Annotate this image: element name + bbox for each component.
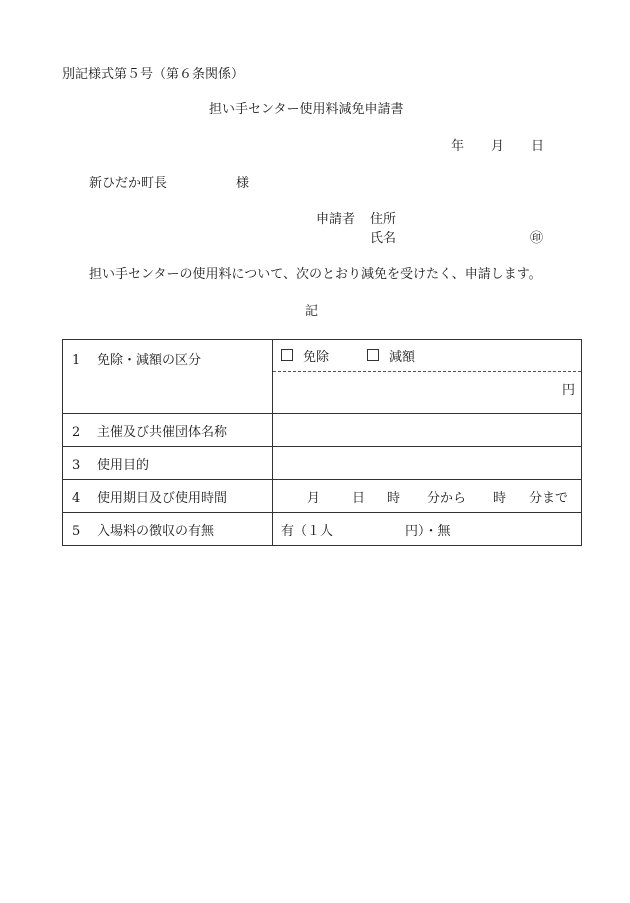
- organizer-name-field[interactable]: [273, 414, 582, 447]
- application-table: [62, 339, 582, 546]
- addressee-honorific: 様: [236, 176, 250, 191]
- row-label: 使用目的: [97, 457, 150, 473]
- table-row-exemption-type: [63, 340, 582, 414]
- row-number: 2: [72, 424, 81, 440]
- datetime-minute-to-label: 分まで: [529, 490, 569, 506]
- row-label: 免除・減額の区分: [97, 353, 202, 368]
- exemption-option-label: 免除: [303, 350, 330, 365]
- row-number: 4: [72, 490, 81, 506]
- applicant-label: 申請者: [316, 212, 356, 227]
- table-row-datetime: [63, 480, 582, 513]
- datetime-hour-label: 時: [387, 490, 401, 506]
- row-label-cell: [63, 513, 273, 546]
- reduction-option-label: 減額: [389, 350, 416, 365]
- form-reference: 別記様式第５号（第６条関係）: [62, 67, 245, 82]
- yen-unit: 円: [561, 382, 575, 398]
- addressee-name: 新ひだか町長: [89, 176, 168, 191]
- seal-mark: ㊞: [530, 231, 544, 246]
- row-label: 使用期日及び使用時間: [97, 490, 228, 506]
- table-row-organizer: [63, 414, 582, 447]
- applicant-address-label: 住所: [370, 212, 397, 227]
- table-row-purpose: [63, 447, 582, 480]
- datetime-parts: [273, 487, 581, 506]
- row-label: 主催及び共催団体名称: [97, 424, 228, 440]
- datetime-day-label: 日: [352, 490, 366, 506]
- table-row-admission: [63, 513, 582, 546]
- reduction-checkbox[interactable]: [367, 349, 379, 361]
- row-label-cell: [63, 447, 273, 480]
- reduction-amount-field[interactable]: [273, 372, 581, 404]
- note-heading: 記: [305, 304, 319, 319]
- row-number: 3: [72, 457, 81, 473]
- datetime-month-label: 月: [307, 490, 321, 506]
- date-day-label: 日: [531, 139, 545, 154]
- admission-fee-prefix: 有（１人: [281, 523, 334, 539]
- row-number: 5: [72, 523, 81, 539]
- exemption-value-cell: [273, 340, 582, 414]
- row-label-cell: [63, 480, 273, 513]
- applicant-name-label: 氏名: [370, 231, 397, 246]
- exemption-checkbox[interactable]: [281, 349, 293, 361]
- date-year-label: 年: [451, 139, 465, 154]
- row-label-cell: [63, 414, 273, 447]
- admission-fee-field[interactable]: [273, 513, 582, 546]
- date-month-label: 月: [491, 139, 505, 154]
- body-text: 担い手センターの使用料について、次のとおり減免を受けたく、申請します。: [89, 267, 542, 282]
- document-title: 担い手センター使用料減免申請書: [209, 102, 404, 117]
- admission-fee-suffix: 円）・無: [405, 523, 451, 539]
- purpose-field[interactable]: [273, 447, 582, 480]
- row-number: 1: [72, 353, 81, 368]
- datetime-end-hour-label: 時: [493, 490, 507, 506]
- datetime-minute-from-label: 分から: [427, 490, 467, 506]
- exemption-options: [273, 340, 581, 372]
- row-label-cell: [63, 340, 273, 414]
- datetime-field[interactable]: [273, 480, 582, 513]
- row-label: 入場料の徴収の有無: [97, 523, 215, 539]
